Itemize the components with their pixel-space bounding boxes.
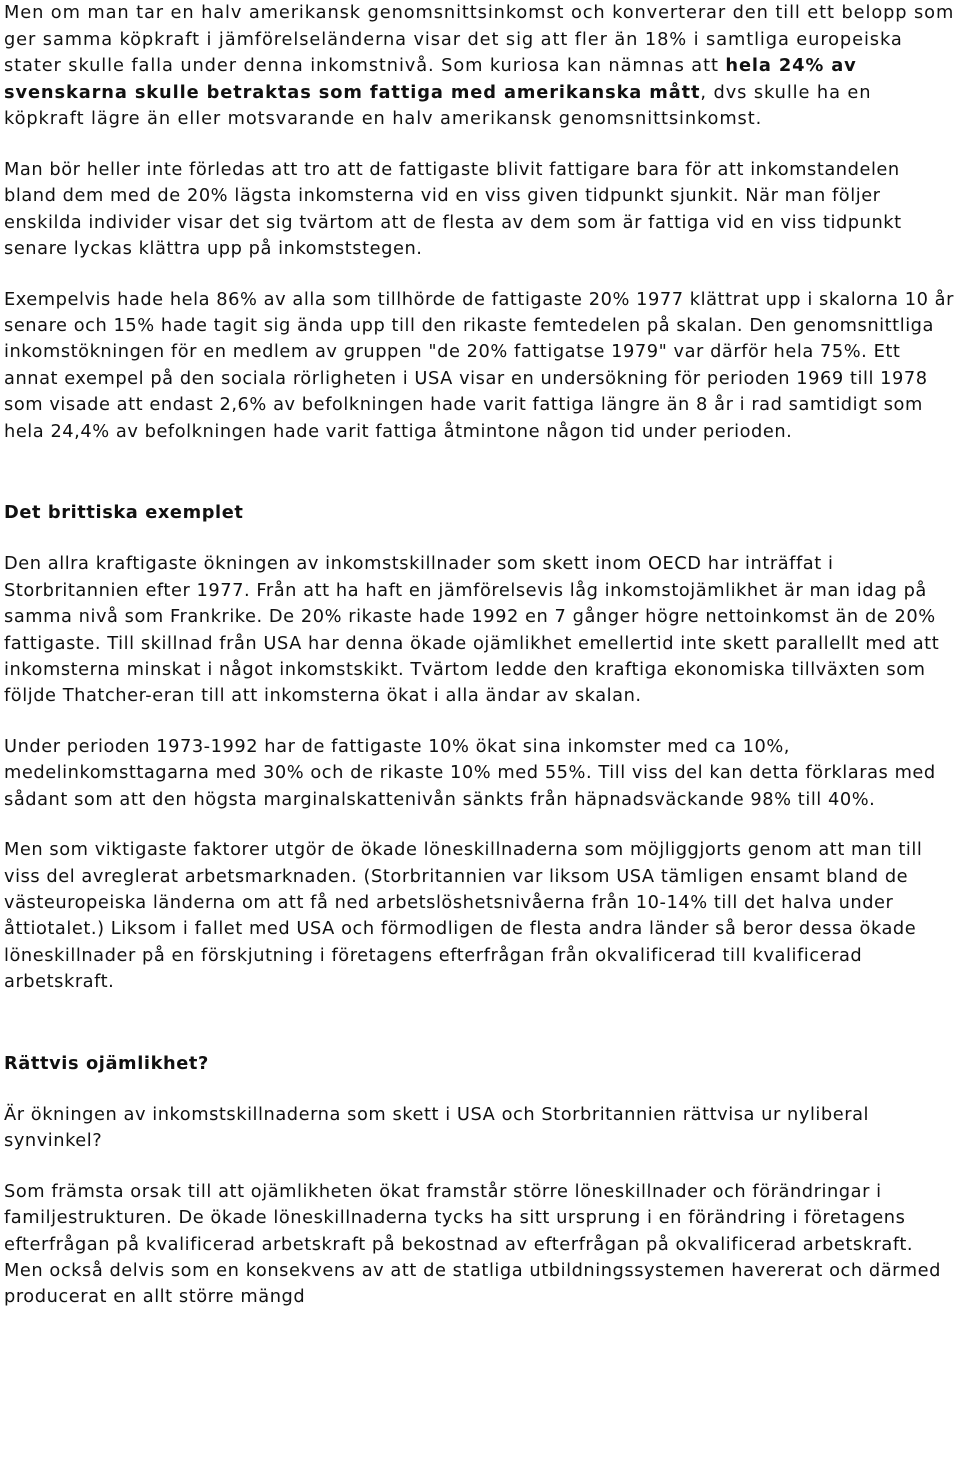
paragraph: Under perioden 1973-1992 har de fattigaste 10% ökat sina inkomster med ca 10%, medelinkomsttagarna med 30% och de rikaste 10% med 55%. Till viss del kan detta förklaras med sådant som att den högsta marginalskattenivån sänkts från häpnadsväckande 98% till 40%. [4, 735, 936, 810]
paragraph: Men som viktigaste faktorer utgör de ökade löneskillnaderna som möjliggjorts genom att man till viss del avreglerat arbetsmarknaden. (Storbritannien var liksom USA tämligen ensamt bland de västeuropeiska länderna om att få ned arbetslöshetsnivåerna från 10-14% till det halva under åttiotalet.) Liksom i fallet med USA och förmodligen de flesta andra länder så beror dessa ökade löneskillnader på en förskjutning i företagens efterfrågan från okvalificerad till kvalificerad arbetskraft. [4, 839, 923, 993]
paragraph: Som främsta orsak till att ojämlikheten ökat framstår större löneskillnader och förändringar i familjestrukturen. De ökade löneskillnaderna tycks ha sitt ursprung i en förändring i företagens efterfrågan på kvalificerad arbetskraft på bekostnad av efterfrågan på okvalificerad arbetskraft. Men också delvis som en konsekvens av att de statliga utbildningssystemen havererat och därmed producerat en allt större mängd [4, 1180, 941, 1308]
paragraph: Den allra kraftigaste ökningen av inkomstskillnader som skett inom OECD har inträffat i Storbritannien efter 1977. Från att ha haft en jämförelsevis låg inkomstojämlikhet är man idag på samma nivå som Frankrike. De 20% rikaste hade 1992 en 7 gånger högre nettoinkomst än de 20% fattigaste. Till skillnad från USA har denna ökade ojämlikhet emellertid inte skett parallellt med att inkomsterna minskat i något inkomstskikt. Tvärtom ledde den kraftiga ekonomiska tillväxten som följde Thatcher-eran till att inkomsterna ökat i alla ändar av skalan. [4, 553, 940, 707]
paragraph: Exempelvis hade hela 86% av alla som tillhörde de fattigaste 20% 1977 klättrat upp i skalorna 10 år senare och 15% hade tagit sig ända upp till den rikaste femtedelen på skalan. Den genomsnittliga inkomstökningen för en medlem av gruppen "de 20% fattigatse 1979" var därför hela 75%. Ett annat exempel på den sociala rörligheten i USA visar en undersökning för perioden 1969 till 1978 som visade att endast 2,6% av befolkningen hade varit fattiga längre än 8 år i rad samtidigt som hela 24,4% av befolkningen hade varit fattiga åtmintone någon tid under perioden. [4, 288, 954, 442]
document-page [4, 0, 958, 1311]
section-heading: Rättvis ojämlikhet? [4, 1052, 209, 1074]
bold-emphasis: hela 24% av svenskarna skulle betraktas som fattiga med amerikanska mått [4, 55, 857, 103]
paragraph [4, 0, 958, 133]
paragraph-text: , dvs skulle ha en köpkraft lägre än eller motsvarande en halv amerikansk genomsnittsinkomst. [4, 81, 872, 130]
paragraph: Är ökningen av inkomstskillnaderna som skett i USA och Storbritannien rättvisa ur nyliberal synvinkel? [4, 1103, 870, 1152]
section-heading: Det brittiska exemplet [4, 502, 244, 524]
paragraph: Man bör heller inte förledas att tro att de fattigaste blivit fattigare bara för att inkomstandelen bland dem med de 20% lägsta inkomsterna vid en viss given tidpunkt sjunkit. När man följer enskilda individer visar det sig tvärtom att de flesta av dem som är fattiga vid en viss tidpunkt senare lyckas klättra upp på inkomststegen. [4, 158, 902, 260]
paragraph-text: Men om man tar en halv amerikansk genomsnittsinkomst och konverterar den till ett belopp som ger samma köpkraft i jämförelseländerna visar det sig att fler än 18% i samtliga europeiska stater skulle falla under denna inkomstnivå. Som kuriosa kan nämnas att [4, 2, 955, 77]
